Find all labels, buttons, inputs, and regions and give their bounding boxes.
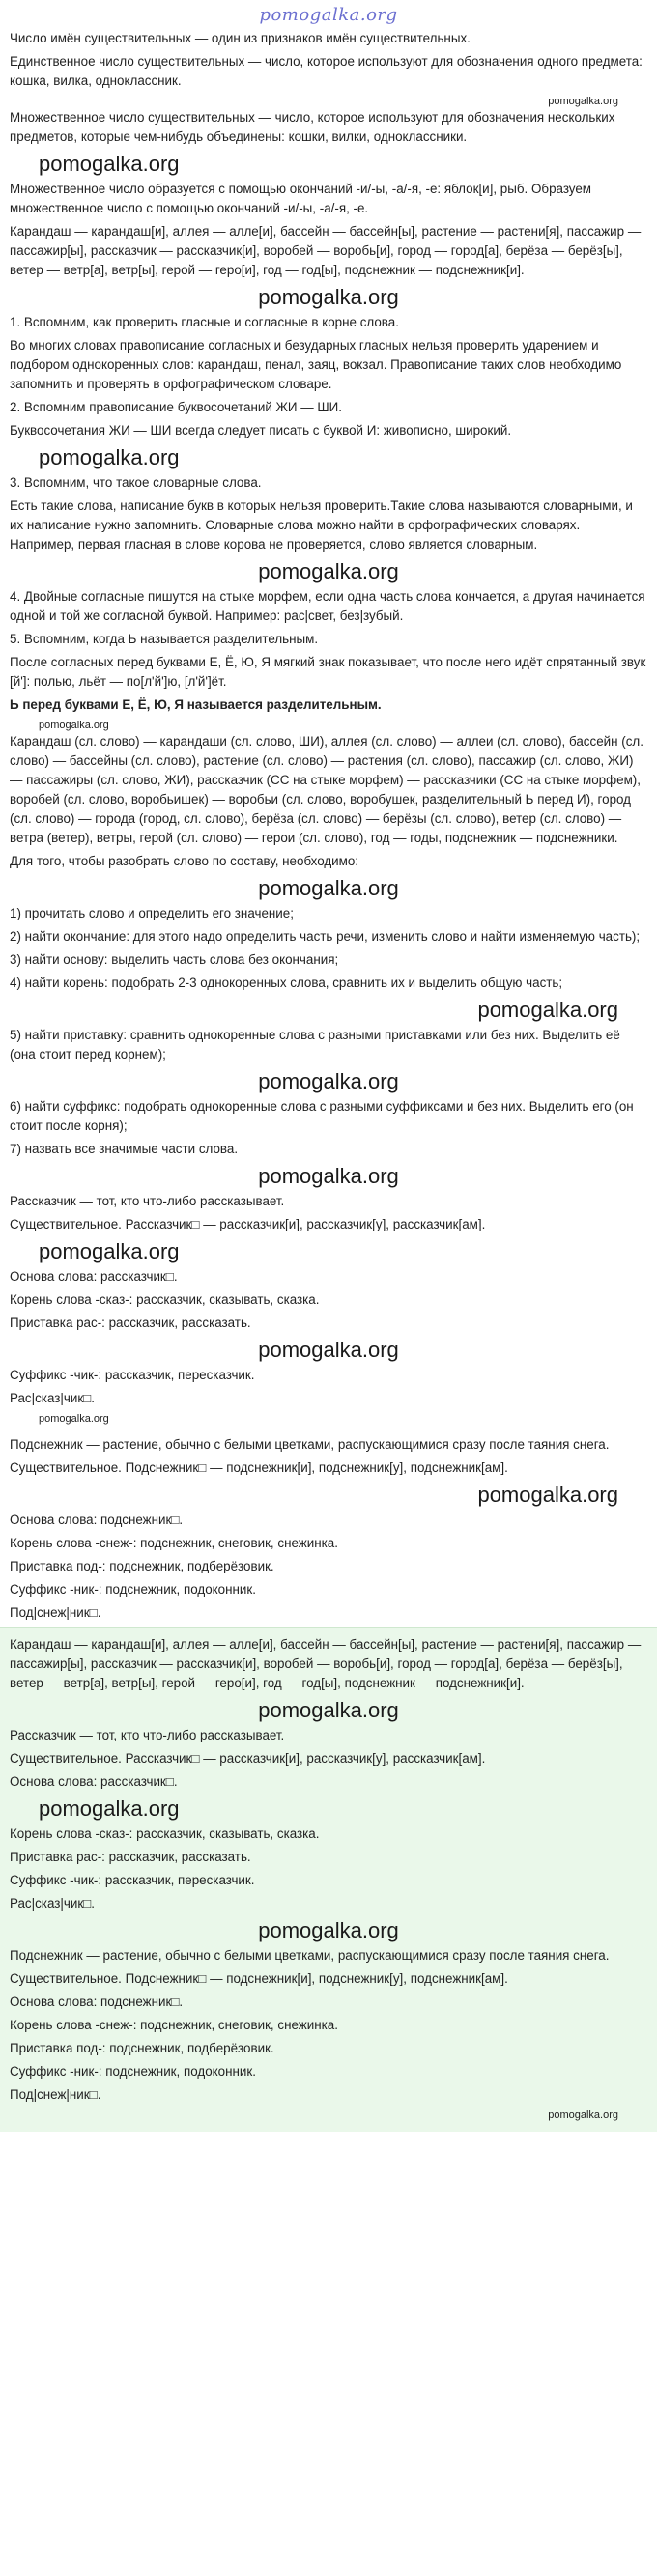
paragraph: 7) назвать все значимые части слова. bbox=[10, 1142, 239, 1156]
watermark: pomogalka.org bbox=[39, 445, 180, 469]
watermark: pomogalka.org bbox=[258, 876, 399, 900]
paragraph: Рассказчик — тот, кто что-либо рассказывает. bbox=[10, 1194, 285, 1208]
paragraph: Для того, чтобы разобрать слово по составу, необходимо: bbox=[10, 854, 359, 868]
paragraph: Суффикс -чик-: рассказчик, пересказчик. bbox=[10, 1873, 255, 1887]
paragraph: 1) прочитать слово и определить его значение; bbox=[10, 906, 294, 920]
paragraph: Корень слова -снеж-: подснежник, снеговик, снежинка. bbox=[10, 1536, 338, 1550]
paragraph: Рас|сказ|чик□. bbox=[10, 1896, 95, 1911]
paragraph: Множественное число образуется с помощью окончаний -и/-ы, -а/-я, -е: яблок[и], рыб. Образуем множественное число с помощью окончаний -и/-ы, -а/-я, -е. bbox=[10, 182, 592, 215]
watermark: pomogalka.org bbox=[258, 1918, 399, 1942]
watermark: pomogalka.org bbox=[39, 152, 180, 176]
spacer bbox=[10, 1426, 647, 1435]
paragraph: Ь перед буквами Е, Ё, Ю, Я называется разделительным. bbox=[10, 697, 382, 712]
paragraph: Основа слова: подснежник□. bbox=[10, 1513, 184, 1527]
paragraph: 4. Двойные согласные пишутся на стыке морфем, если одна часть слова кончается, а другая начинается одной и той же согласной буквой. Например: рас|свет, без|зубый. bbox=[10, 589, 645, 623]
watermark: pomogalka.org bbox=[39, 1239, 180, 1263]
watermark: pomogalka.org bbox=[477, 998, 618, 1022]
site-header[interactable] bbox=[0, 0, 657, 29]
watermark: pomogalka.org bbox=[258, 1338, 399, 1362]
watermark: pomogalka.org bbox=[39, 720, 109, 731]
paragraph: Рас|сказ|чик□. bbox=[10, 1391, 95, 1405]
watermark: pomogalka.org bbox=[258, 285, 399, 309]
paragraph: 2. Вспомним правописание буквосочетаний ЖИ — ШИ. bbox=[10, 400, 342, 414]
paragraph: 5) найти приставку: сравнить однокоренные слова с разными приставками или без них. Выделить её (она стоит перед корнем); bbox=[10, 1028, 620, 1062]
paragraph: Под|снеж|ник□. bbox=[10, 1605, 101, 1620]
paragraph: Существительное. Подснежник□ — подснежник[и], подснежник[у], подснежник[ам]. bbox=[10, 1971, 508, 1986]
paragraph: Карандаш — карандаш[и], аллея — алле[и], бассейн — бассейн[ы], растение — растени[я], пассажир — пассажир[ы], рассказчик — рассказчик[и], воробей — воробь[и], город — город[а], берёза — берёз[ы], ветер — ветр[а], ветр[ы], герой — геро[и], год — год[ы], подснежник — подснежник[и]. bbox=[10, 1637, 642, 1690]
paragraph: Корень слова -снеж-: подснежник, снеговик, снежинка. bbox=[10, 2018, 338, 2032]
paragraph: Основа слова: рассказчик□. bbox=[10, 1269, 178, 1284]
paragraph: Под|снеж|ник□. bbox=[10, 2087, 101, 2102]
watermark: pomogalka.org bbox=[39, 1413, 109, 1425]
paragraph: Число имён существительных — один из признаков имён существительных. bbox=[10, 31, 471, 45]
watermark: pomogalka.org bbox=[548, 2109, 618, 2121]
paragraph: 1. Вспомним, как проверить гласные и согласные в корне слова. bbox=[10, 315, 399, 329]
paragraph: Приставка рас-: рассказчик, рассказать. bbox=[10, 1316, 251, 1330]
paragraph: 6) найти суффикс: подобрать однокоренные слова с разными суффиксами и без них. Выделить его (он стоит после корня); bbox=[10, 1099, 634, 1133]
paragraph: 4) найти корень: подобрать 2-3 однокоренных слова, сравнить их и выделить общую часть; bbox=[10, 976, 563, 990]
paragraph: Карандаш — карандаш[и], аллея — алле[и], бассейн — бассейн[ы], растение — растени[я], пассажир — пассажир[ы], рассказчик — рассказчик[и], воробей — воробь[и], город — город[а], берёза — берёз[ы], ветер — ветр[а], ветр[ы], герой — геро[и], год — год[ы], подснежник — подснежник[и]. bbox=[10, 224, 642, 277]
paragraph: Суффикс -ник-: подснежник, подоконник. bbox=[10, 2064, 256, 2079]
paragraph: Приставка под-: подснежник, подберёзовик. bbox=[10, 2041, 274, 2055]
main-content bbox=[0, 29, 657, 1623]
paragraph: Суффикс -чик-: рассказчик, пересказчик. bbox=[10, 1368, 255, 1382]
paragraph: Подснежник — растение, обычно с белыми цветками, распускающимися сразу после таяния снега. bbox=[10, 1437, 610, 1452]
paragraph: Корень слова -сказ-: рассказчик, сказывать, сказка. bbox=[10, 1292, 320, 1307]
watermark: pomogalka.org bbox=[258, 1698, 399, 1722]
paragraph: Приставка под-: подснежник, подберёзовик. bbox=[10, 1559, 274, 1573]
paragraph: Есть такие слова, написание букв в которых нельзя проверить.Такие слова называются словарными, и их написание нужно запомнить. Словарные слова можно найти в орфографических словарях. Например, первая гласная в слове корова не проверяется, слово является словарным. bbox=[10, 498, 633, 552]
watermark: pomogalka.org bbox=[477, 1483, 618, 1507]
paragraph: Основа слова: подснежник□. bbox=[10, 1995, 184, 2009]
paragraph: 5. Вспомним, когда Ь называется разделительным. bbox=[10, 632, 319, 646]
paragraph: Карандаш (сл. слово) — карандаши (сл. слово, ШИ), аллея (сл. слово) — аллеи (сл. слово), бассейн (сл. слово) — бассейны (сл. слово), растение (сл. слово) — растения (сл. слово), пассажир (сл. слово, ЖИ) — пассажиры (сл. слово, ЖИ), рассказчик (СС на стыке морфем) — рассказчики (СС на стыке морфем), воробей (сл. слово, воробьишек) — воробьи (сл. слово, воробушек, разделительный Ь перед И), город (сл. слово) — города (город, сл. слово), берёза (сл. слово) — берёзы (сл. слово), ветер (сл. слово) — ветра (ветер), ветры, герой (сл. слово) — герои (сл. слово), год — годы, подснежник — подснежники. bbox=[10, 734, 643, 845]
paragraph: Корень слова -сказ-: рассказчик, сказывать, сказка. bbox=[10, 1826, 320, 1841]
paragraph: Рассказчик — тот, кто что-либо рассказывает. bbox=[10, 1728, 285, 1742]
paragraph: 3. Вспомним, что такое словарные слова. bbox=[10, 475, 262, 490]
paragraph: После согласных перед буквами Е, Ё, Ю, Я мягкий знак показывает, что после него идёт спрятанный звук [й']: полью, льёт — по[л'й']ю, [л'й']ёт. bbox=[10, 655, 646, 689]
watermark: pomogalka.org bbox=[39, 1797, 180, 1821]
paragraph: Существительное. Рассказчик□ — рассказчик[и], рассказчик[у], рассказчик[ам]. bbox=[10, 1751, 486, 1766]
paragraph: Существительное. Подснежник□ — подснежник[и], подснежник[у], подснежник[ам]. bbox=[10, 1460, 508, 1475]
paragraph: Приставка рас-: рассказчик, рассказать. bbox=[10, 1850, 251, 1864]
paragraph: 2) найти окончание: для этого надо определить часть речи, изменить слово и найти изменяемую часть); bbox=[10, 929, 641, 944]
answer-block bbox=[0, 1627, 657, 2132]
paragraph: Во многих словах правописание согласных и безударных гласных нельзя проверить ударением и подбором однокоренных слов: карандаш, пенал, заяц, вокзал. Правописание таких слов необходимо запомнить и проверять в орфографическом словаре. bbox=[10, 338, 622, 391]
paragraph: Единственное число существительных — число, которое используют для обозначения одного предмета: кошка, вилка, одноклассник. bbox=[10, 54, 643, 88]
paragraph: Существительное. Рассказчик□ — рассказчик[и], рассказчик[у], рассказчик[ам]. bbox=[10, 1217, 486, 1231]
watermark: pomogalka.org bbox=[548, 96, 618, 107]
watermark: pomogalka.org bbox=[258, 559, 399, 583]
paragraph: Множественное число существительных — число, которое используют для обозначения нескольких предметов, которые чем-нибудь объединены: кошки, вилки, одноклассники. bbox=[10, 110, 615, 144]
paragraph: 3) найти основу: выделить часть слова без окончания; bbox=[10, 952, 339, 967]
paragraph: Основа слова: рассказчик□. bbox=[10, 1774, 178, 1789]
paragraph: Буквосочетания ЖИ — ШИ всегда следует писать с буквой И: живописно, широкий. bbox=[10, 423, 512, 438]
site-title[interactable]: pomogalka.org bbox=[259, 4, 398, 25]
paragraph: Суффикс -ник-: подснежник, подоконник. bbox=[10, 1582, 256, 1597]
watermark: pomogalka.org bbox=[258, 1069, 399, 1093]
paragraph: Подснежник — растение, обычно с белыми цветками, распускающимися сразу после таяния снега. bbox=[10, 1948, 610, 1963]
watermark: pomogalka.org bbox=[258, 1164, 399, 1188]
